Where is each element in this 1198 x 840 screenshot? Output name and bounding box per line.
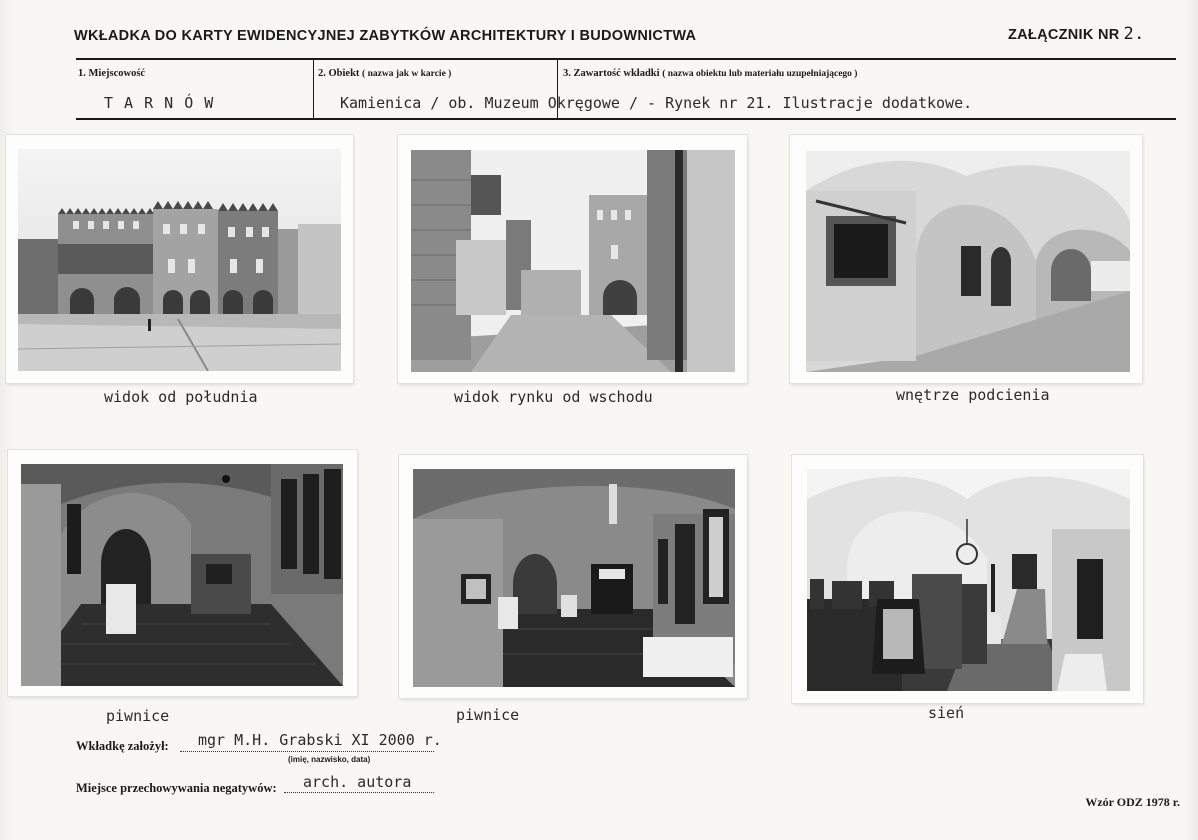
photo-east-view-image — [411, 150, 735, 372]
photo-east-view — [398, 135, 747, 383]
object-label — [318, 68, 451, 79]
header-bottom-rule — [76, 118, 1176, 120]
founder-hint: (imię, nazwisko, data) — [288, 755, 371, 764]
founder-label: Wkładkę założył: — [76, 739, 169, 753]
photo-south-view-caption: widok od południa — [104, 388, 258, 406]
form-title: WKŁADKA DO KARTY EWIDENCYJNEJ ZABYTKÓW ARCHITEKTURY I BUDOWNICTWA — [74, 28, 697, 44]
locality-value: T A R N Ó W — [104, 94, 215, 112]
photo-arcade-interior-image — [806, 151, 1130, 372]
founder-value: mgr M.H. Grabski XI 2000 r. — [198, 731, 442, 749]
photo-south-view-image — [18, 149, 341, 371]
storage-label: Miejsce przechowywania negatywów: — [76, 781, 277, 795]
header-top-rule — [76, 58, 1176, 60]
field-divider-1 — [313, 60, 314, 118]
contents-hint: ( nazwa obiektu lub materiału uzupełniającego ) — [662, 69, 858, 79]
photo-cellars-1-caption: piwnice — [106, 707, 170, 725]
photo-cellars-2-image — [413, 469, 735, 687]
photo-hallway-caption: sień — [928, 704, 965, 722]
photo-cellars-2-caption: piwnice — [456, 706, 520, 724]
object-label-text: 2. Obiekt — [318, 68, 360, 79]
locality-label: 1. Miejscowość — [78, 68, 146, 79]
storage-dotted-line — [284, 792, 434, 793]
annex-number: 2. — [1123, 24, 1145, 44]
photo-cellars-1 — [8, 450, 357, 696]
photo-south-view — [6, 135, 353, 383]
photo-cellars-2 — [399, 455, 747, 698]
contents-label-text: 3. Zawartość wkładki — [563, 68, 660, 79]
founder-dotted-line — [180, 751, 434, 752]
photo-arcade-interior-caption: wnętrze podcienia — [896, 386, 1050, 404]
object-description: Kamienica / ob. Muzeum Okręgowe / - Rynek nr 21. Ilustracje dodatkowe. — [340, 94, 973, 112]
form-pattern: Wzór ODZ 1978 r. — [1085, 795, 1180, 809]
photo-hallway-image — [807, 469, 1130, 691]
photo-hallway — [792, 455, 1143, 703]
photo-arcade-interior — [790, 135, 1142, 383]
contents-label — [563, 68, 857, 79]
storage-value: arch. autora — [303, 773, 412, 791]
photo-cellars-1-image — [21, 464, 343, 686]
annex-label — [1008, 24, 1145, 44]
photo-east-view-caption: widok rynku od wschodu — [454, 388, 653, 406]
object-hint: ( nazwa jak w karcie ) — [362, 69, 452, 79]
annex-label-text: ZAŁĄCZNIK NR — [1008, 27, 1120, 43]
